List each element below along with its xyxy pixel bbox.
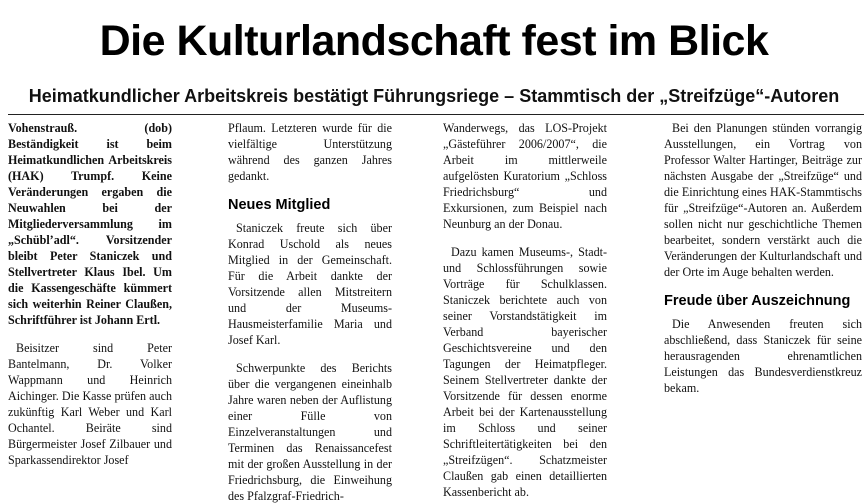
column-2: [228, 120, 392, 503]
subheadline: Heimatkundlicher Arbeitskreis bestätigt Führungsriege – Stammtisch der „Streifzüge“-Autoren: [28, 86, 840, 106]
body-paragraph: Dazu kamen Museums-, Stadt- und Schlossführungen sowie Vorträge für Schulklassen. Staniczek berichtete auch von seiner Vorstandstätigkeit im Verband bayerischer Geschichtsvereine und den Tagungen der Heimatpfleger. Seinem Stellvertreter dankte der Vorsitzende für dessen enorme Arbeit bei der Kartenausstellung im Schloss und seiner Schriftleitertätigkeiten bei den „Streifzügen“. Schatzmeister Claußen gab einen detaillierten Kassenbericht ab.: [443, 245, 607, 499]
headline: Die Kulturlandschaft fest im Blick: [99, 17, 769, 65]
body-paragraph: Bei den Planungen stünden vorrangig Ausstellungen, ein Vortrag von Professor Walter Hartinger, Beiträge zur nächsten Ausgabe der „Streifzüge“ und die Einrichtung eines HAK-Stammtischs für „Streifzüge“-Autoren an. Außerdem sollen nicht nur geschichtliche Themen bearbeitet, sondern verstärkt auch die Veränderungen der Kulturlandschaft und der Orte im Auge behalten werden.: [664, 121, 862, 279]
body-paragraph: Schwerpunkte des Berichts über die vergangenen eineinhalb Jahre waren neben der Auflistung einer Fülle von Einzelveranstaltungen und Terminen das Renaissancefest mit der großen Ausstellung in der Friedrichsburg, die Einweihung des Pfalzgraf-Friedrich-: [228, 361, 392, 503]
lead-paragraph: Vohenstrauß. (dob) Beständigkeit ist beim Heimatkundlichen Arbeitskreis (HAK) Trumpf. Keine Veränderungen ergaben die Neuwahlen bei der Mitgliederversammlung im „Schübl’adl“. Vorsitzender bleibt Peter Staniczek und Stellvertreter Klaus Ibel. Um die Kassengeschäfte kümmert sich weiterhin Reiner Claußen, Schriftführer ist Johann Ertl.: [8, 121, 172, 327]
column-1: [8, 120, 172, 467]
section-heading-freude-ueber-auszeichnung: Freude über Auszeichnung: [664, 293, 851, 309]
divider: [8, 114, 864, 115]
column-4: [664, 120, 862, 400]
section-heading-neues-mitglied: Neues Mitglied: [228, 197, 331, 213]
body-paragraph: Staniczek freute sich über Konrad Uschold als neues Mitglied in der Gemeinschaft. Für die Arbeit dankte der Vorsitzende allen Mitstreitern und der Museums-Hausmeisterfamilie Maria und Josef Karl.: [228, 221, 392, 347]
body-paragraph: Pflaum. Letzteren wurde für die vielfältige Unterstützung während des ganzen Jahres gedankt.: [228, 121, 392, 183]
body-paragraph: Wanderwegs, das LOS-Projekt „Gästeführer 2006/2007“, die Arbeit im mittlerweile aufgelösten Kuratorium „Schloss Friedrichsburg“ und Exkursionen, zum Beispiel nach Neunburg an der Donau.: [443, 121, 607, 231]
column-3: [443, 120, 607, 499]
body-paragraph: Beisitzer sind Peter Bantelmann, Dr. Volker Wappmann und Heinrich Aichinger. Die Kasse prüfen auch zukünftig Karl Weber und Karl Ochantel. Beiräte sind Bürgermeister Josef Zilbauer und Sparkassendirektor Josef: [8, 341, 172, 467]
body-paragraph: Die Anwesenden freuten sich abschließend, dass Staniczek für seine herausragenden ehrenamtlichen Leistungen das Bundesverdienstkreuz bekam.: [664, 317, 862, 395]
